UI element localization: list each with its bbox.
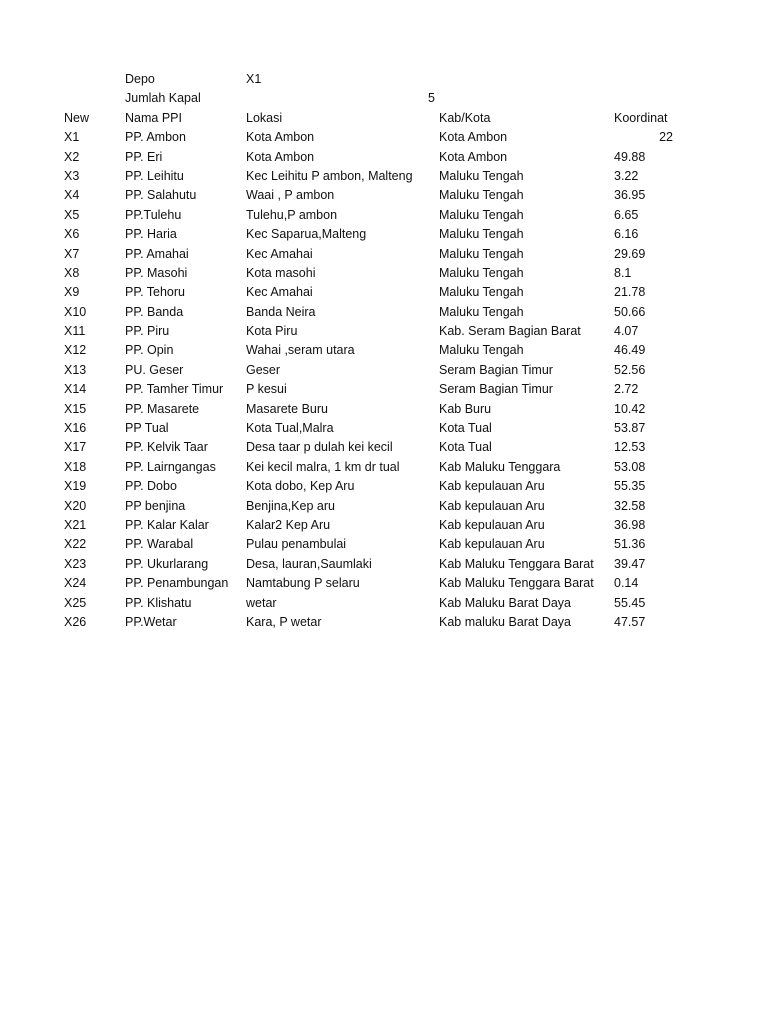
row-koordinat: 46.49 <box>614 343 646 358</box>
column-header-kab-kota: Kab/Kota <box>439 110 491 125</box>
row-koordinat: 51.36 <box>614 537 646 552</box>
row-koordinat: 2.72 <box>614 382 639 397</box>
row-kab-kota: Maluku Tengah <box>439 188 524 203</box>
row-id: X12 <box>64 343 87 358</box>
row-nama-ppi: PP. Masarete <box>125 401 200 416</box>
row-nama-ppi: PP. Haria <box>125 227 177 242</box>
row-lokasi: Namtabung P selaru <box>246 576 360 591</box>
table-row <box>0 458 768 477</box>
row-kab-kota: Kab. Seram Bagian Barat <box>439 324 581 339</box>
row-kab-kota: Kota Tual <box>439 421 492 436</box>
row-koordinat: 21.78 <box>614 285 646 300</box>
row-lokasi: Kota Piru <box>246 324 298 339</box>
row-lokasi: Kec Amahai <box>246 246 313 261</box>
row-nama-ppi: PP. Klishatu <box>125 595 192 610</box>
table-row <box>0 128 768 147</box>
row-lokasi: Geser <box>246 362 281 377</box>
row-koordinat: 29.69 <box>614 246 646 261</box>
row-koordinat: 49.88 <box>614 149 646 164</box>
row-nama-ppi: PP. Tamher Timur <box>125 382 224 397</box>
row-lokasi: Masarete Buru <box>246 401 328 416</box>
row-nama-ppi: PP. Kelvik Taar <box>125 440 208 455</box>
row-nama-ppi: PP. Amahai <box>125 246 189 261</box>
row-id: X18 <box>64 459 87 474</box>
row-nama-ppi: PU. Geser <box>125 362 184 377</box>
row-nama-ppi: PP. Eri <box>125 149 163 164</box>
row-lokasi: Kota Ambon <box>246 130 315 145</box>
row-id: X2 <box>64 149 80 164</box>
row-nama-ppi: PP. Piru <box>125 324 170 339</box>
table-row <box>0 322 768 341</box>
row-koordinat: 10.42 <box>614 401 646 416</box>
row-koordinat: 52.56 <box>614 362 646 377</box>
table-row <box>0 148 768 167</box>
table-row <box>0 516 768 535</box>
table-row <box>0 438 768 457</box>
row-kab-kota: Kab kepulauan Aru <box>439 479 545 494</box>
row-id: X19 <box>64 479 87 494</box>
row-kab-kota: Seram Bagian Timur <box>439 382 553 397</box>
table-row <box>0 303 768 322</box>
column-header-lokasi: Lokasi <box>246 110 283 125</box>
row-koordinat: 47.57 <box>614 614 646 629</box>
table-row <box>0 535 768 554</box>
depo-row <box>0 70 768 89</box>
row-id: X3 <box>64 168 80 183</box>
row-kab-kota: Maluku Tengah <box>439 168 524 183</box>
row-nama-ppi: PP. Opin <box>125 343 174 358</box>
row-kab-kota: Kab kepulauan Aru <box>439 498 545 513</box>
row-lokasi: Kalar2 Kep Aru <box>246 517 331 532</box>
row-lokasi: Pulau penambulai <box>246 537 347 552</box>
table-row <box>0 574 768 593</box>
row-nama-ppi: PP. Penambungan <box>125 576 229 591</box>
row-lokasi: Wahai ,seram utara <box>246 343 355 358</box>
row-nama-ppi: PP. Tehoru <box>125 285 186 300</box>
row-nama-ppi: PP. Salahutu <box>125 188 197 203</box>
row-nama-ppi: PP. Ukurlarang <box>125 556 209 571</box>
row-kab-kota: Kab Maluku Barat Daya <box>439 595 572 610</box>
row-kab-kota: Kab kepulauan Aru <box>439 517 545 532</box>
row-id: X15 <box>64 401 87 416</box>
row-kab-kota: Maluku Tengah <box>439 227 524 242</box>
row-kab-kota: Kota Ambon <box>439 149 508 164</box>
row-kab-kota: Kab Maluku Tenggara <box>439 459 561 474</box>
row-koordinat: 39.47 <box>614 556 646 571</box>
row-koordinat: 50.66 <box>614 304 646 319</box>
row-nama-ppi: PP. Ambon <box>125 130 186 145</box>
row-lokasi: Kec Amahai <box>246 285 313 300</box>
jumlah-kapal-row <box>0 89 768 108</box>
table-row <box>0 264 768 283</box>
row-koordinat: 22 <box>659 130 673 145</box>
row-koordinat: 36.95 <box>614 188 646 203</box>
row-koordinat: 8.1 <box>614 265 632 280</box>
row-lokasi: wetar <box>246 595 277 610</box>
row-kab-kota: Kab Maluku Tenggara Barat <box>439 576 594 591</box>
table-row <box>0 206 768 225</box>
spreadsheet <box>0 70 768 632</box>
row-lokasi: Kota dobo, Kep Aru <box>246 479 355 494</box>
row-lokasi: Kara, P wetar <box>246 614 322 629</box>
row-kab-kota: Maluku Tengah <box>439 265 524 280</box>
table-row <box>0 361 768 380</box>
row-lokasi: Kei kecil malra, 1 km dr tual <box>246 459 400 474</box>
table-row <box>0 167 768 186</box>
row-id: X24 <box>64 576 87 591</box>
row-id: X16 <box>64 421 87 436</box>
row-id: X14 <box>64 382 87 397</box>
row-nama-ppi: PP.Wetar <box>125 614 177 629</box>
row-koordinat: 4.07 <box>614 324 639 339</box>
depo-label: Depo <box>125 72 155 86</box>
row-kab-kota: Kota Tual <box>439 440 492 455</box>
row-koordinat: 36.98 <box>614 517 646 532</box>
row-nama-ppi: PP. Masohi <box>125 265 188 280</box>
row-lokasi: Benjina,Kep aru <box>246 498 335 513</box>
row-nama-ppi: PP. Dobo <box>125 479 177 494</box>
row-id: X23 <box>64 556 87 571</box>
row-koordinat: 32.58 <box>614 498 646 513</box>
row-kab-kota: Maluku Tengah <box>439 343 524 358</box>
column-header-new: New <box>64 110 90 125</box>
row-lokasi: Kec Saparua,Malteng <box>246 227 367 242</box>
row-id: X17 <box>64 440 87 455</box>
row-nama-ppi: PP. Lairngangas <box>125 459 216 474</box>
row-koordinat: 6.65 <box>614 207 639 222</box>
table-row <box>0 497 768 516</box>
table-row <box>0 380 768 399</box>
row-nama-ppi: PP.Tulehu <box>125 207 182 222</box>
data-rows <box>0 128 768 632</box>
row-kab-kota: Kab Buru <box>439 401 492 416</box>
row-koordinat: 53.08 <box>614 459 646 474</box>
row-koordinat: 12.53 <box>614 440 646 455</box>
row-lokasi: Kota masohi <box>246 265 316 280</box>
column-header-nama-ppi: Nama PPI <box>125 110 182 125</box>
row-nama-ppi: PP. Kalar Kalar <box>125 517 209 532</box>
row-kab-kota: Maluku Tengah <box>439 304 524 319</box>
row-id: X8 <box>64 265 80 280</box>
table-row <box>0 400 768 419</box>
row-nama-ppi: PP Tual <box>125 421 169 436</box>
table-row <box>0 555 768 574</box>
row-lokasi: Waai , P ambon <box>246 188 335 203</box>
row-lokasi: Kota Ambon <box>246 149 315 164</box>
row-kab-kota: Seram Bagian Timur <box>439 362 553 377</box>
row-id: X5 <box>64 207 80 222</box>
table-row <box>0 477 768 496</box>
table-row <box>0 225 768 244</box>
row-lokasi: Kota Tual,Malra <box>246 421 334 436</box>
row-lokasi: Desa taar p dulah kei kecil <box>246 440 393 455</box>
row-koordinat: 55.35 <box>614 479 646 494</box>
row-lokasi: P kesui <box>246 382 287 397</box>
row-id: X4 <box>64 188 80 203</box>
row-id: X7 <box>64 246 80 261</box>
table-row <box>0 594 768 613</box>
row-koordinat: 6.16 <box>614 227 639 242</box>
row-koordinat: 53.87 <box>614 421 646 436</box>
row-lokasi: Banda Neira <box>246 304 316 319</box>
row-id: X1 <box>64 130 80 145</box>
row-koordinat: 0.14 <box>614 576 639 591</box>
row-koordinat: 55.45 <box>614 595 646 610</box>
row-lokasi: Tulehu,P ambon <box>246 207 338 222</box>
table-row <box>0 283 768 302</box>
row-id: X10 <box>64 304 87 319</box>
table-row <box>0 613 768 632</box>
row-kab-kota: Kota Ambon <box>439 130 508 145</box>
depo-value: X1 <box>246 72 262 86</box>
row-kab-kota: Kab maluku Barat Daya <box>439 614 572 629</box>
row-id: X6 <box>64 227 80 242</box>
row-nama-ppi: PP. Banda <box>125 304 184 319</box>
row-lokasi: Kec Leihitu P ambon, Malteng <box>246 168 413 183</box>
row-koordinat: 3.22 <box>614 168 639 183</box>
row-id: X22 <box>64 537 87 552</box>
row-kab-kota: Kab kepulauan Aru <box>439 537 545 552</box>
row-id: X11 <box>64 324 86 339</box>
row-kab-kota: Maluku Tengah <box>439 285 524 300</box>
row-nama-ppi: PP. Leihitu <box>125 168 184 183</box>
row-id: X9 <box>64 285 80 300</box>
column-header-koordinat: Koordinat <box>614 110 668 125</box>
row-id: X13 <box>64 362 87 377</box>
table-row <box>0 245 768 264</box>
row-id: X21 <box>64 517 87 532</box>
row-nama-ppi: PP. Warabal <box>125 537 194 552</box>
row-kab-kota: Maluku Tengah <box>439 246 524 261</box>
row-kab-kota: Maluku Tengah <box>439 207 524 222</box>
jumlah-kapal-label: Jumlah Kapal <box>125 91 201 106</box>
table-row <box>0 419 768 438</box>
row-nama-ppi: PP benjina <box>125 498 186 513</box>
table-row <box>0 186 768 205</box>
row-id: X26 <box>64 614 87 629</box>
row-kab-kota: Kab Maluku Tenggara Barat <box>439 556 594 571</box>
row-id: X20 <box>64 498 87 513</box>
jumlah-kapal-value: 5 <box>428 91 435 106</box>
table-row <box>0 341 768 360</box>
column-header-row <box>0 109 768 128</box>
row-lokasi: Desa, lauran,Saumlaki <box>246 556 372 571</box>
row-id: X25 <box>64 595 87 610</box>
